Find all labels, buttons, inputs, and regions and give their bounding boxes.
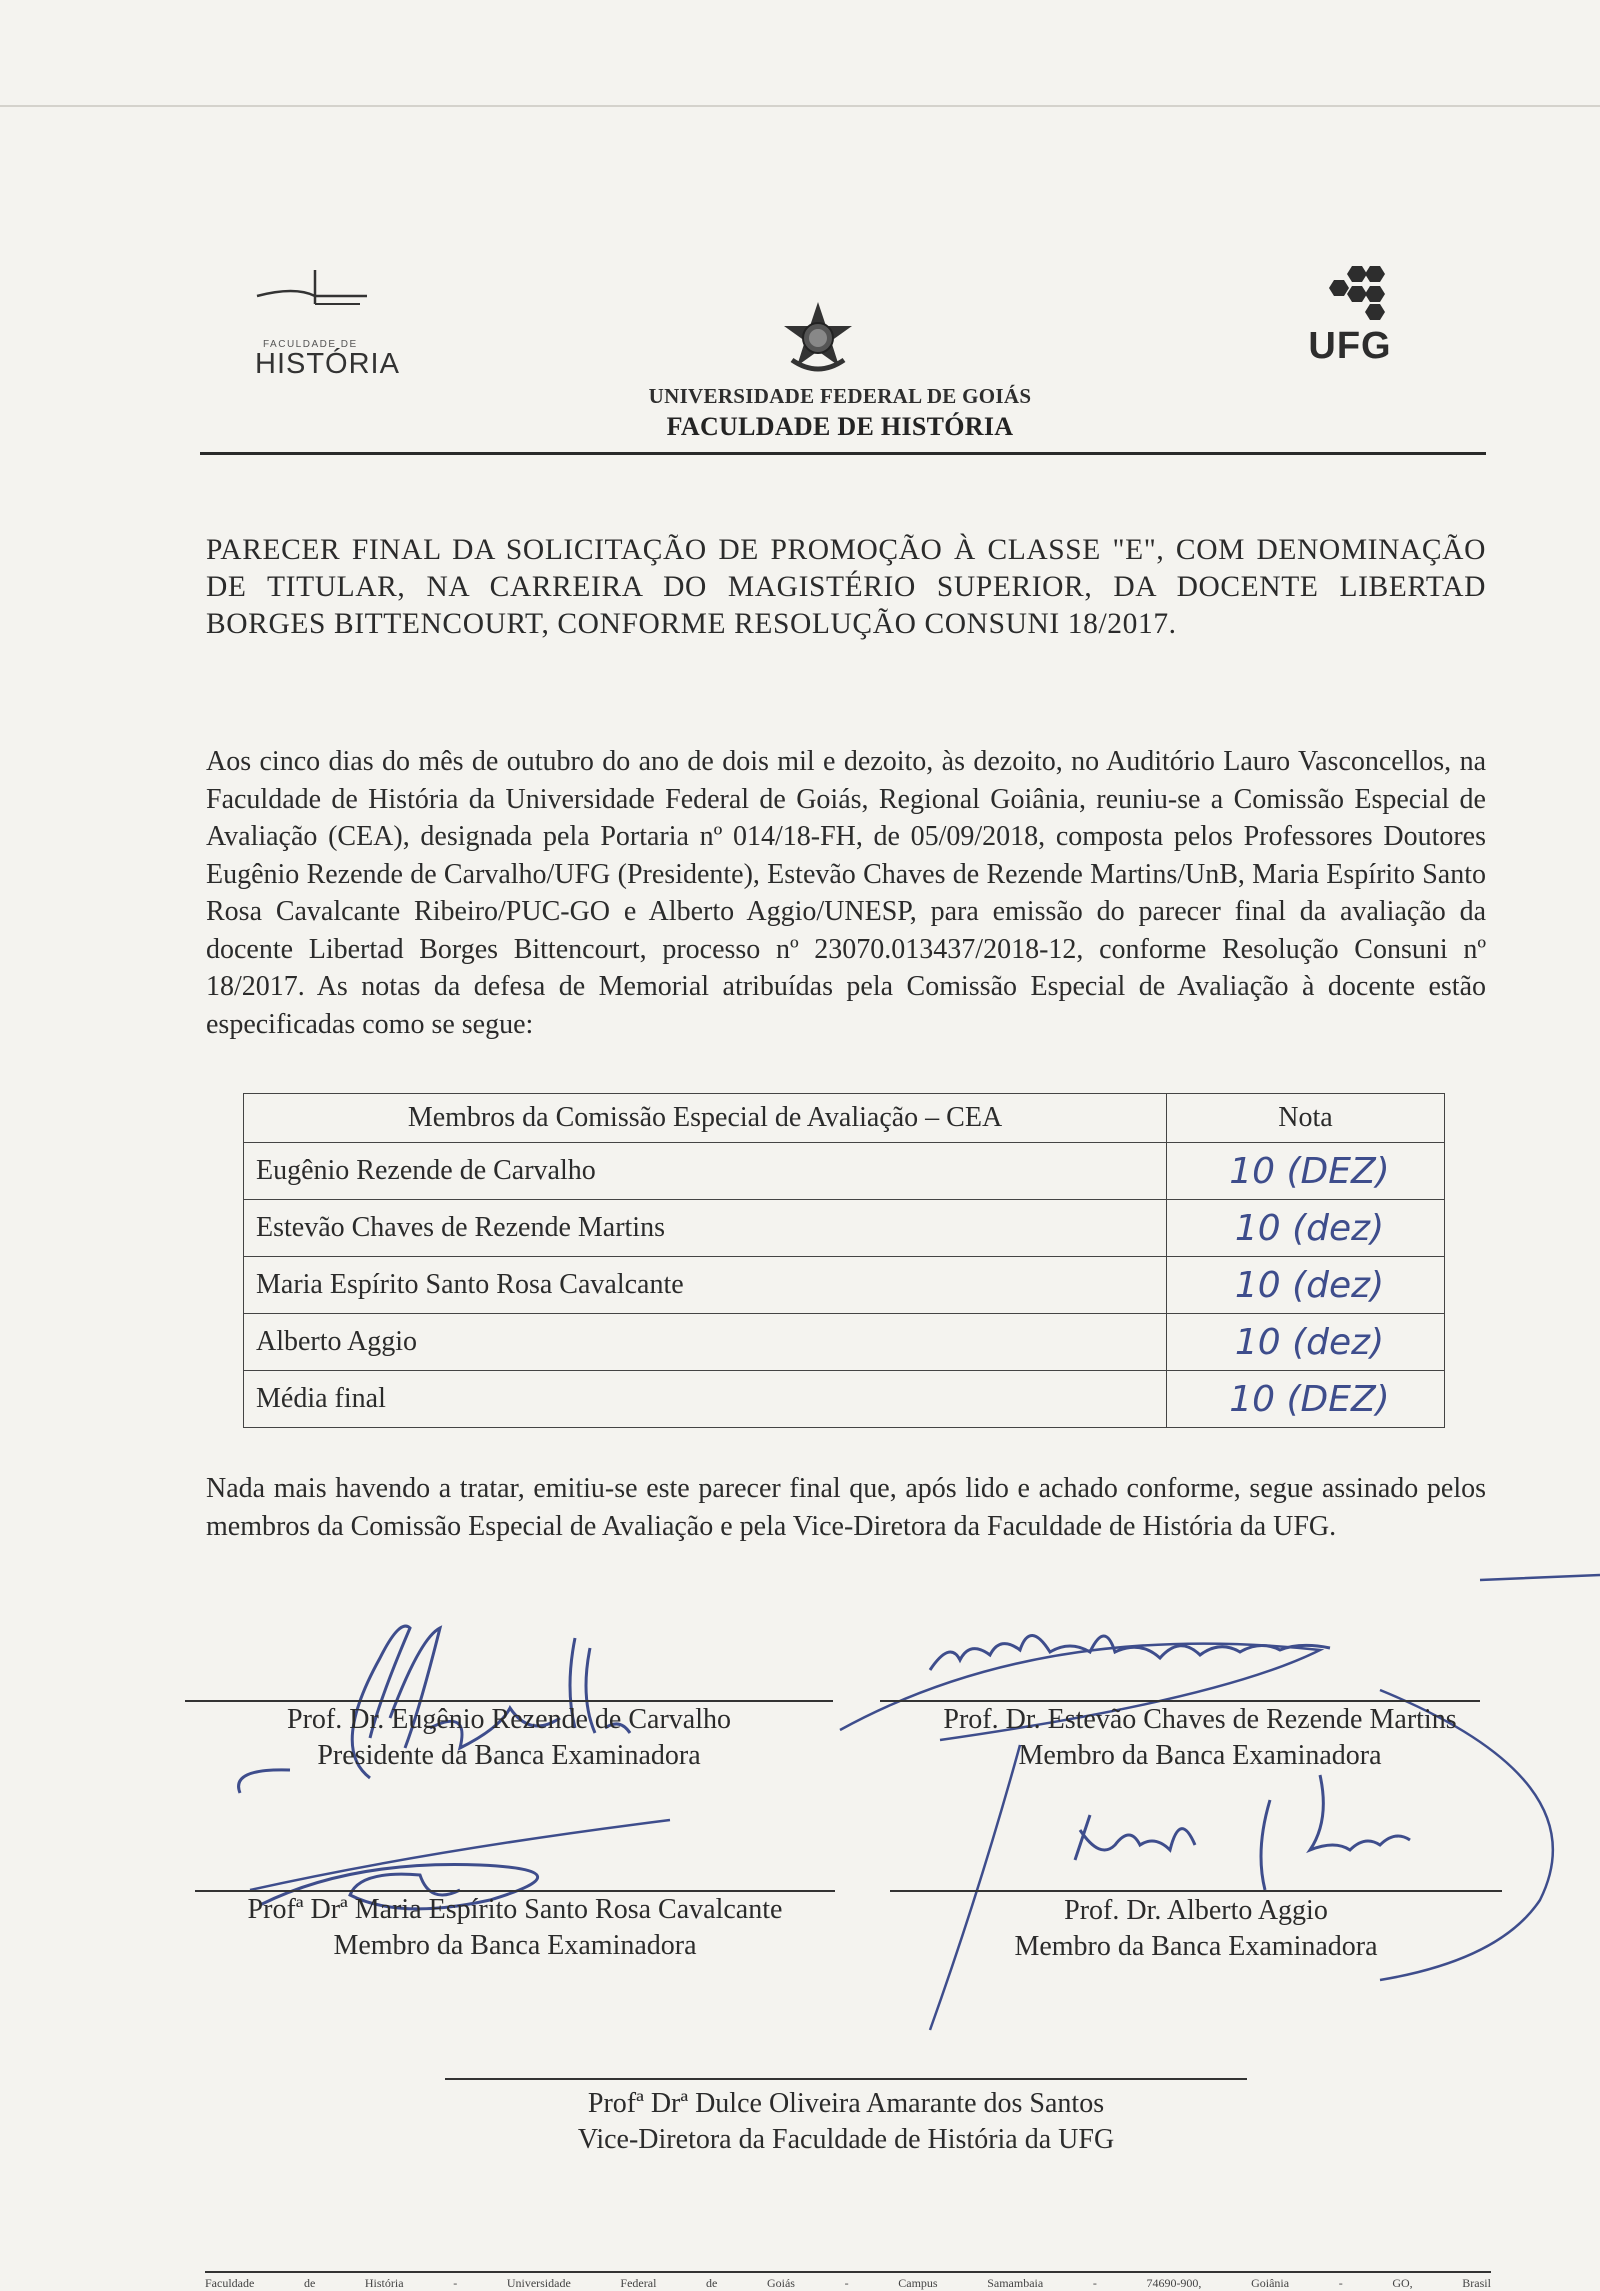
signatory-role: Vice-Diretora da Faculdade de História da UFG bbox=[577, 2124, 1115, 2155]
footer-address bbox=[205, 2276, 1491, 2291]
member-name: Maria Espírito Santo Rosa Cavalcante bbox=[244, 1257, 1167, 1314]
signatory-role: Membro da Banca Examinadora bbox=[1018, 1740, 1382, 1771]
footer-word: - bbox=[453, 2276, 458, 2290]
table-row bbox=[244, 1314, 1445, 1371]
member-name: Alberto Aggio bbox=[244, 1314, 1167, 1371]
signatory-name: Prof. Dr. Estevão Chaves de Rezende Martins bbox=[943, 1704, 1457, 1735]
footer-word: Universidade bbox=[506, 2276, 571, 2290]
header-divider bbox=[200, 452, 1486, 455]
handwritten-grade: 10 (dez) bbox=[1167, 1257, 1445, 1314]
signatory-name: Profª Drª Dulce Oliveira Amarante dos Santos bbox=[587, 2088, 1105, 2119]
closing-paragraph: Nada mais havendo a tratar, emitiu-se este parecer final que, após lido e achado conforme, segue assinado pelos membros da Comissão Especial de Avaliação e pela Vice-Diretora da Faculdade de História da UFG. bbox=[206, 1473, 1486, 1542]
signatory-name: Prof. Dr. Alberto Aggio bbox=[1064, 1895, 1328, 1926]
footer-word: Faculdade bbox=[205, 2276, 255, 2290]
hexagon-cluster-icon bbox=[1300, 262, 1400, 324]
ufg-logo bbox=[1290, 262, 1410, 368]
brazil-coat-of-arms-icon bbox=[778, 300, 858, 385]
footer-word: de bbox=[303, 2276, 316, 2290]
table-row bbox=[244, 1257, 1445, 1314]
member-name: Estevão Chaves de Rezende Martins bbox=[244, 1200, 1167, 1257]
signature-line bbox=[890, 1890, 1502, 1892]
signatory-4 bbox=[890, 1893, 1502, 1965]
footer-word: - bbox=[1338, 2276, 1343, 2290]
footer-word: Brasil bbox=[1462, 2276, 1491, 2290]
ufg-logo-text: UFG bbox=[1308, 325, 1392, 367]
footer-word: 74690-900, bbox=[1146, 2276, 1202, 2290]
handwritten-grade: 10 (DEZ) bbox=[1167, 1143, 1445, 1200]
horizon-arrow-icon bbox=[255, 268, 375, 328]
faculty-name: FACULDADE DE HISTÓRIA bbox=[666, 412, 1014, 441]
logo-big-text: HISTÓRIA bbox=[255, 348, 400, 380]
signatory-role: Presidente da Banca Examinadora bbox=[317, 1740, 701, 1771]
signatory-5 bbox=[445, 2086, 1247, 2158]
footer-word: Federal bbox=[620, 2276, 657, 2290]
members-column-header: Membros da Comissão Especial de Avaliação – CEA bbox=[244, 1094, 1167, 1143]
document-title: PARECER FINAL DA SOLICITAÇÃO DE PROMOÇÃO À CLASSE "E", COM DENOMINAÇÃO DE TITULAR, NA CARREIRA DO MAGISTÉRIO SUPERIOR, DA DOCENTE LIBERTAD BORGES BITTENCOURT, CONFORME RESOLUÇÃO CONSUNI 18/2017. bbox=[206, 534, 1486, 640]
table-row bbox=[244, 1371, 1445, 1428]
handwritten-grade: 10 (dez) bbox=[1167, 1200, 1445, 1257]
signatory-role: Membro da Banca Examinadora bbox=[333, 1930, 697, 1961]
footer-divider bbox=[205, 2271, 1491, 2273]
logo-small-text: FACULDADE DE bbox=[263, 339, 358, 350]
body-paragraph: Aos cinco dias do mês de outubro do ano de dois mil e dezoito, às dezoito, no Auditório Lauro Vasconcellos, na Faculdade de História da Universidade Federal de Goiás, Regional Goiânia, reuniu-se a Comissão Especial de Avaliação (CEA), designada pela Portaria nº 014/18-FH, de 05/09/2018, composta pelos Professores Doutores Eugênio Rezende de Carvalho/UFG (Presidente), Estevão Chaves de Rezende Martins/UnB, Maria Espírito Santo Rosa Cavalcante Ribeiro/PUC-GO e Alberto Aggio/UNESP, para emissão do parecer final da avaliação da docente Libertad Borges Bittencourt, processo nº 23070.013437/2018-12, conforme Resolução Consuni nº 18/2017. As notas da defesa de Memorial atribuídas pela Comissão Especial de Avaliação à docente estão especificadas como se segue: bbox=[206, 746, 1486, 1040]
footer-word: de bbox=[706, 2276, 718, 2290]
table-row bbox=[244, 1143, 1445, 1200]
grades-table bbox=[243, 1093, 1445, 1428]
signatory-3 bbox=[175, 1892, 855, 1964]
signatory-name: Profª Drª Maria Espírito Santo Rosa Cavalcante bbox=[247, 1894, 783, 1925]
signatory-role: Membro da Banca Examinadora bbox=[1014, 1931, 1378, 1962]
faculdade-historia-logo bbox=[255, 268, 415, 381]
footer-word: - bbox=[1092, 2276, 1097, 2290]
grade-column-header: Nota bbox=[1167, 1094, 1445, 1143]
footer-word: Campus bbox=[898, 2276, 938, 2290]
signatory-name: Prof. Dr. Eugênio Rezende de Carvalho bbox=[287, 1704, 731, 1735]
handwritten-grade: 10 (DEZ) bbox=[1167, 1371, 1445, 1428]
signatory-1 bbox=[185, 1702, 833, 1774]
university-name: UNIVERSIDADE FEDERAL DE GOIÁS bbox=[648, 384, 1032, 408]
footer-word: Goiás bbox=[766, 2276, 795, 2290]
footer-word: GO, bbox=[1392, 2276, 1413, 2290]
table-row bbox=[244, 1200, 1445, 1257]
member-name: Eugênio Rezende de Carvalho bbox=[244, 1143, 1167, 1200]
final-average-label: Média final bbox=[244, 1371, 1167, 1428]
table-header-row bbox=[244, 1094, 1445, 1143]
footer-word: História bbox=[364, 2276, 404, 2290]
handwritten-grade: 10 (dez) bbox=[1167, 1314, 1445, 1371]
footer-word: Goiânia bbox=[1251, 2276, 1290, 2290]
footer-word: Samambaia bbox=[987, 2276, 1044, 2290]
footer-word: - bbox=[844, 2276, 849, 2290]
signature-line bbox=[445, 2078, 1247, 2080]
scan-edge bbox=[0, 105, 1600, 107]
